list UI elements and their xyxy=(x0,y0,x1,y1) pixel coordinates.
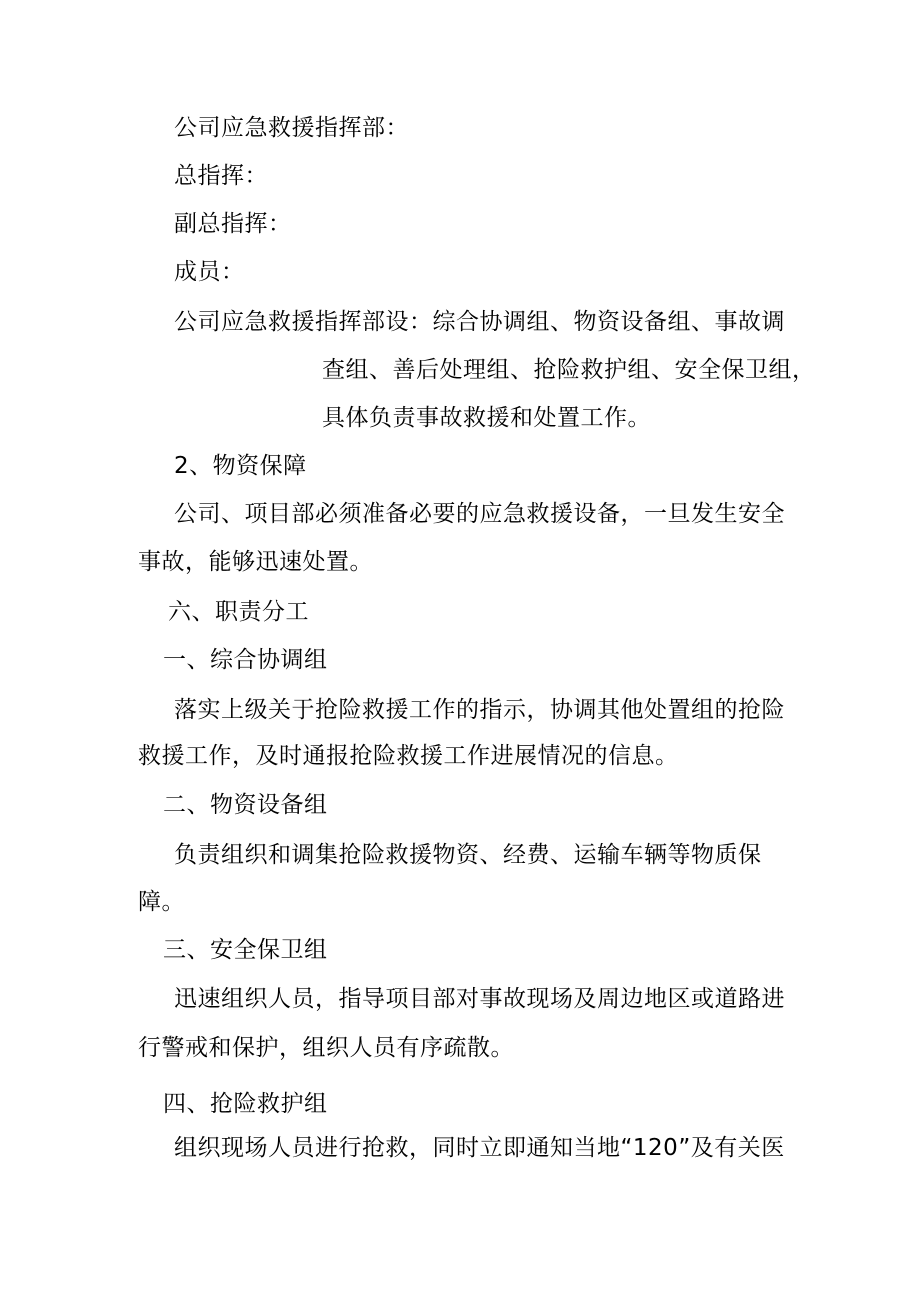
emergency-number: “120” xyxy=(620,1135,691,1161)
command-center-groups-line-1: 公司应急救援指挥部设：综合协调组、物资设备组、事故调 xyxy=(174,309,785,335)
group2-heading: 二、物资设备组 xyxy=(163,792,328,818)
command-center-groups-line-2: 查组、善后处理组、抢险救护组、安全保卫组， xyxy=(322,357,816,383)
group4-text-line-1 xyxy=(174,1133,785,1163)
group3-heading: 三、安全保卫组 xyxy=(163,937,328,963)
members-label: 成员： xyxy=(174,259,245,285)
deputy-commander-label: 副总指挥： xyxy=(174,211,292,237)
group4-text-part-b: 及有关医 xyxy=(690,1135,785,1161)
material-text-line-1: 公司、项目部必须准备必要的应急救援设备，一旦发生安全 xyxy=(174,501,785,527)
group2-text-line-2: 障。 xyxy=(138,889,185,915)
material-section-heading xyxy=(174,451,307,481)
group1-text-line-2: 救援工作，及时通报抢险救援工作进展情况的信息。 xyxy=(138,743,679,769)
material-text-line-2: 事故，能够迅速处置。 xyxy=(138,549,373,575)
group3-text-line-2: 行警戒和保护，组织人员有序疏散。 xyxy=(138,1035,514,1061)
section-title: 、物资保障 xyxy=(189,453,307,479)
commander-label: 总指挥： xyxy=(174,163,268,189)
group3-text-line-1: 迅速组织人员，指导项目部对事故现场及周边地区或道路进 xyxy=(174,986,785,1012)
group1-text-line-1: 落实上级关于抢险救援工作的指示，协调其他处置组的抢险 xyxy=(174,697,785,723)
group1-heading: 一、综合协调组 xyxy=(163,647,328,673)
group2-text-line-1: 负责组织和调集抢险救援物资、经费、运输车辆等物质保 xyxy=(174,842,762,868)
group4-heading: 四、抢险救护组 xyxy=(163,1091,328,1117)
section-number: 2 xyxy=(174,453,190,479)
group4-text-part-a: 组织现场人员进行抢救，同时立即通知当地 xyxy=(174,1135,621,1161)
command-center-groups-line-3: 具体负责事故救援和处置工作。 xyxy=(322,405,651,431)
duties-heading: 六、职责分工 xyxy=(168,599,309,625)
command-center-heading: 公司应急救援指挥部： xyxy=(174,115,409,141)
